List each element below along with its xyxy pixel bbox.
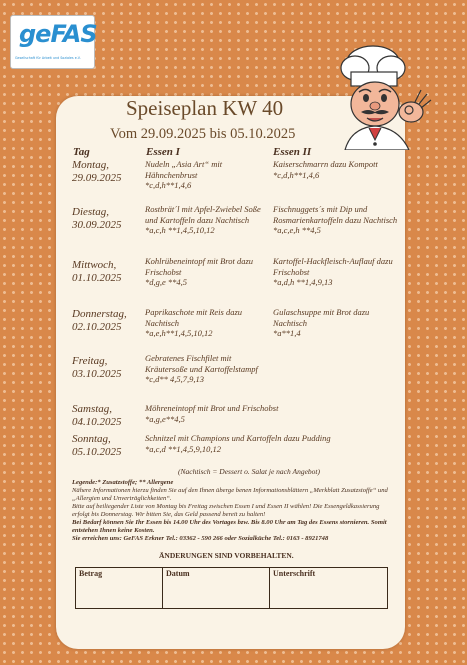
day-name: Donnerstag, bbox=[72, 308, 127, 320]
meal-codes: *a,g,e**4,5 bbox=[145, 413, 185, 424]
meal-text: Fischnuggets´s mit Dip und Rosmarienkartoffeln dazu Nachtisch bbox=[273, 204, 398, 225]
wednesday-meal2 bbox=[273, 256, 403, 288]
dessert-note: (Nachtisch = Dessert o. Salat je nach Angebot) bbox=[178, 467, 320, 476]
amount-label: Betrag bbox=[79, 569, 103, 578]
day-date: 05.10.2025 bbox=[72, 446, 122, 458]
tuesday-meal2 bbox=[273, 204, 403, 236]
info-text-3: Bei Bedarf können Sie Ihr Essen bis 14.00 Uhr des Vortages bzw. Bis 8.00 Uhr am Tag des Essens stornieren. Somit entstehen Ihnen keine Kosten. bbox=[72, 519, 387, 534]
meal-text: Kohlrübeneintopf mit Brot dazu Frischobst bbox=[145, 256, 254, 277]
signature-label: Unterschrift bbox=[273, 569, 316, 578]
meal-text: Gulaschsuppe mit Brot dazu Nachtisch bbox=[273, 307, 370, 328]
signature-table bbox=[75, 567, 388, 609]
amount-cell[interactable] bbox=[76, 568, 163, 609]
legend: Legende:* Zusatzstoffe; ** Allergene bbox=[72, 479, 174, 486]
info-text-2: Bitte auf beiliegender Liste von Montag bis Freitag zwischen Essen I und Essen II wählen! Die Essengeldkassierung erfolgt bis Donnerstag. Wir bitten Sie, das Geld passend bereit zu halten! bbox=[72, 503, 380, 518]
meal-text: Möhreneintopf mit Brot und Frischobst bbox=[145, 403, 279, 413]
chef-illustration bbox=[325, 40, 443, 150]
info-text-1: Nähere Informationen hierzu finden Sie auf den Ihnen überge benen Informationsblättern „Merkblatt Zusatzstoffe“ und „Allergien und Unverträglichkeiten“. bbox=[72, 487, 388, 502]
day-name: Montag, bbox=[72, 159, 109, 171]
sunday-meal1 bbox=[145, 433, 395, 454]
meal-codes: *a,c,d **1,4,5,9,10,12 bbox=[145, 443, 222, 454]
meal-codes: *c,d,h**1,4,6 bbox=[273, 169, 320, 180]
meal-text: Nudeln „Asia Art“ mit Hähnchenbrust bbox=[145, 159, 223, 180]
gefas-logo bbox=[10, 15, 95, 69]
meal-codes: *a,c,e,h **4,5 bbox=[273, 225, 321, 235]
date-range: Vom 29.09.2025 bis 05.10.2025 bbox=[110, 126, 296, 142]
meal-codes: *d,g,e **4,5 bbox=[145, 277, 188, 287]
date-cell[interactable] bbox=[163, 568, 270, 609]
signature-cell[interactable] bbox=[270, 568, 388, 609]
date-label: Datum bbox=[166, 569, 190, 578]
saturday-meal1 bbox=[145, 403, 395, 424]
logo-wordmark: geFAS bbox=[19, 20, 97, 48]
day-saturday bbox=[72, 403, 122, 429]
header-day: Tag bbox=[73, 146, 90, 158]
wednesday-meal1 bbox=[145, 256, 273, 288]
logo-tagline: Gesellschaft für Arbeit und Soziales e.V. bbox=[15, 56, 81, 60]
meal-text: Schnitzel mit Champions und Kartoffeln dazu Pudding bbox=[145, 433, 331, 443]
meal-text: Kartoffel-Hackfleisch-Auflauf dazu Frischobst bbox=[273, 256, 393, 277]
monday-meal2 bbox=[273, 159, 403, 180]
thursday-meal1 bbox=[145, 307, 273, 339]
meal-codes: *c,d,h**1,4,6 bbox=[145, 180, 192, 190]
day-date: 03.10.2025 bbox=[72, 368, 122, 380]
tuesday-meal1 bbox=[145, 204, 273, 236]
meal-text: Gebratenes Fischfilet mit Kräutersoße und Kartoffelstampf bbox=[145, 353, 258, 374]
meal-codes: *a,c,h **1,4,5,10,12 bbox=[145, 225, 215, 235]
day-sunday bbox=[72, 433, 122, 459]
day-name: Sonntag, bbox=[72, 433, 111, 445]
friday-meal1 bbox=[145, 353, 273, 385]
day-tuesday bbox=[72, 206, 122, 232]
meal-codes: *a,d,h **1,4,9,13 bbox=[273, 277, 333, 287]
day-name: Mittwoch, bbox=[72, 259, 117, 271]
day-wednesday bbox=[72, 259, 122, 285]
day-date: 02.10.2025 bbox=[72, 321, 122, 333]
day-name: Diestag, bbox=[72, 206, 109, 218]
day-date: 04.10.2025 bbox=[72, 416, 122, 428]
day-monday bbox=[72, 159, 122, 185]
page-title: Speiseplan KW 40 bbox=[126, 96, 284, 120]
meal-text: Kaiserschmarrn dazu Kompott bbox=[273, 159, 378, 169]
day-name: Samstag, bbox=[72, 403, 113, 415]
changes-notice: ÄNDERUNGEN SIND VORBEHALTEN. bbox=[159, 551, 294, 560]
day-name: Freitag, bbox=[72, 355, 108, 367]
header-meal1: Essen I bbox=[146, 146, 180, 158]
day-date: 29.09.2025 bbox=[72, 172, 122, 184]
monday-meal1 bbox=[145, 159, 273, 191]
contact-info: Sie erreichen uns: GeFAS Erkner Tel.: 03362 - 590 266 oder Sozialküche Tel.: 0163 - 8921748 bbox=[72, 535, 329, 542]
day-friday bbox=[72, 355, 122, 381]
meal-text: Rostbrät´l mit Apfel-Zwiebel Soße und Kartoffeln dazu Nachtisch bbox=[145, 204, 261, 225]
day-date: 01.10.2025 bbox=[72, 272, 122, 284]
meal-codes: *a,e,h**1,4,5,10,12 bbox=[145, 328, 213, 338]
header-meal2: Essen II bbox=[273, 146, 312, 158]
day-date: 30.09.2025 bbox=[72, 219, 122, 231]
day-thursday bbox=[72, 308, 127, 334]
meal-codes: *c,d** 4,5,7,9,13 bbox=[145, 374, 205, 384]
meal-text: Paprikaschote mit Reis dazu Nachtisch bbox=[145, 307, 243, 328]
meal-codes: *a**1,4 bbox=[273, 328, 301, 338]
thursday-meal2 bbox=[273, 307, 403, 339]
